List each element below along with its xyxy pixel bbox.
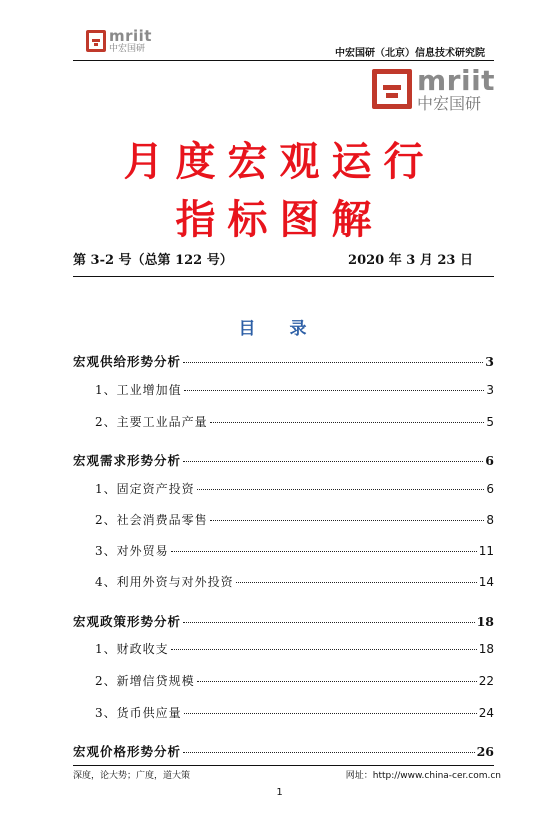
toc-item[interactable]	[95, 542, 494, 559]
toc-section-page: 18	[476, 614, 494, 629]
header-divider	[73, 60, 494, 61]
header-logo-en: mriit	[109, 26, 152, 45]
toc-item[interactable]	[95, 573, 494, 590]
cover-logo-cn: 中宏国研	[417, 93, 482, 113]
toc-item-page: 14	[478, 575, 494, 589]
toc-leader	[171, 648, 477, 650]
toc-item-label: 1、工业增加值	[95, 383, 182, 397]
cover-logo	[372, 63, 496, 113]
toc-leader	[184, 389, 485, 391]
toc-item-page: 5	[486, 415, 494, 429]
toc-item-label: 3、货币供应量	[95, 706, 182, 720]
header-logo-cn: 中宏国研	[109, 43, 146, 54]
toc-item-label: 2、社会消费品零售	[95, 513, 208, 527]
toc-leader	[183, 361, 483, 363]
toc-item-page: 22	[478, 674, 494, 688]
toc-leader	[184, 712, 477, 714]
toc-section[interactable]	[73, 742, 494, 760]
issue-number: 第 3-2 号（总第 122 号）	[73, 253, 233, 268]
toc-section[interactable]	[73, 451, 494, 469]
toc-item[interactable]	[95, 704, 494, 721]
toc-item-label: 2、主要工业品产量	[95, 415, 208, 429]
toc-item[interactable]	[95, 381, 494, 398]
toc-section-page: 3	[485, 354, 494, 369]
toc-item[interactable]	[95, 413, 494, 430]
footer-divider	[73, 765, 494, 766]
header-logo	[86, 26, 168, 56]
page-number: 1	[276, 787, 283, 798]
toc-leader	[171, 550, 477, 552]
toc-section[interactable]	[73, 352, 494, 370]
footer-slogan: 深度，论大势；广度，道大策	[73, 771, 191, 781]
mriit-logo-icon	[86, 30, 106, 52]
toc-item-label: 4、利用外资与对外投资	[95, 575, 234, 589]
toc-item-page: 3	[486, 383, 494, 397]
toc-item-page: 24	[478, 706, 494, 720]
toc-item-page: 18	[478, 642, 494, 656]
cover-logo-en: mriit	[417, 63, 496, 97]
toc-item-label: 2、新增信贷规模	[95, 674, 195, 688]
toc-leader	[236, 581, 477, 583]
report-title-line2: 指标图解	[175, 196, 384, 243]
toc-item-label: 1、财政收支	[95, 642, 169, 656]
toc-section-label: 宏观需求形势分析	[73, 453, 182, 468]
toc-item[interactable]	[95, 480, 494, 497]
toc-leader	[197, 488, 485, 490]
toc-leader	[183, 460, 483, 462]
toc-item-label: 1、固定资产投资	[95, 482, 195, 496]
header-organization: 中宏国研（北京）信息技术研究院	[335, 48, 485, 59]
toc-item-page: 11	[478, 544, 494, 558]
toc-section-label: 宏观政策形势分析	[73, 614, 182, 629]
toc-leader	[210, 519, 485, 521]
toc-item-page: 8	[486, 513, 494, 527]
toc-section-page: 26	[476, 744, 494, 759]
toc-leader	[210, 421, 485, 423]
toc-section[interactable]	[73, 612, 494, 630]
toc-item[interactable]	[95, 672, 494, 689]
toc-item[interactable]	[95, 640, 494, 657]
toc-leader	[183, 621, 475, 623]
toc-section-label: 宏观价格形势分析	[73, 744, 182, 759]
mriit-logo-large-icon	[372, 69, 412, 109]
toc-heading: 目 录	[238, 319, 321, 339]
toc-item-page: 6	[486, 482, 494, 496]
toc-item[interactable]	[95, 511, 494, 528]
report-title-line1: 月度宏观运行	[123, 138, 436, 185]
toc-item-label: 3、对外贸易	[95, 544, 169, 558]
toc-section-page: 6	[485, 453, 494, 468]
toc-section-label: 宏观供给形势分析	[73, 354, 182, 369]
footer-website[interactable]: 网址：http://www.china-cer.com.cn	[345, 771, 501, 781]
toc-leader	[197, 680, 477, 682]
toc-leader	[183, 751, 475, 753]
title-divider	[73, 276, 494, 277]
issue-date: 2020 年 3 月 23 日	[348, 253, 473, 268]
